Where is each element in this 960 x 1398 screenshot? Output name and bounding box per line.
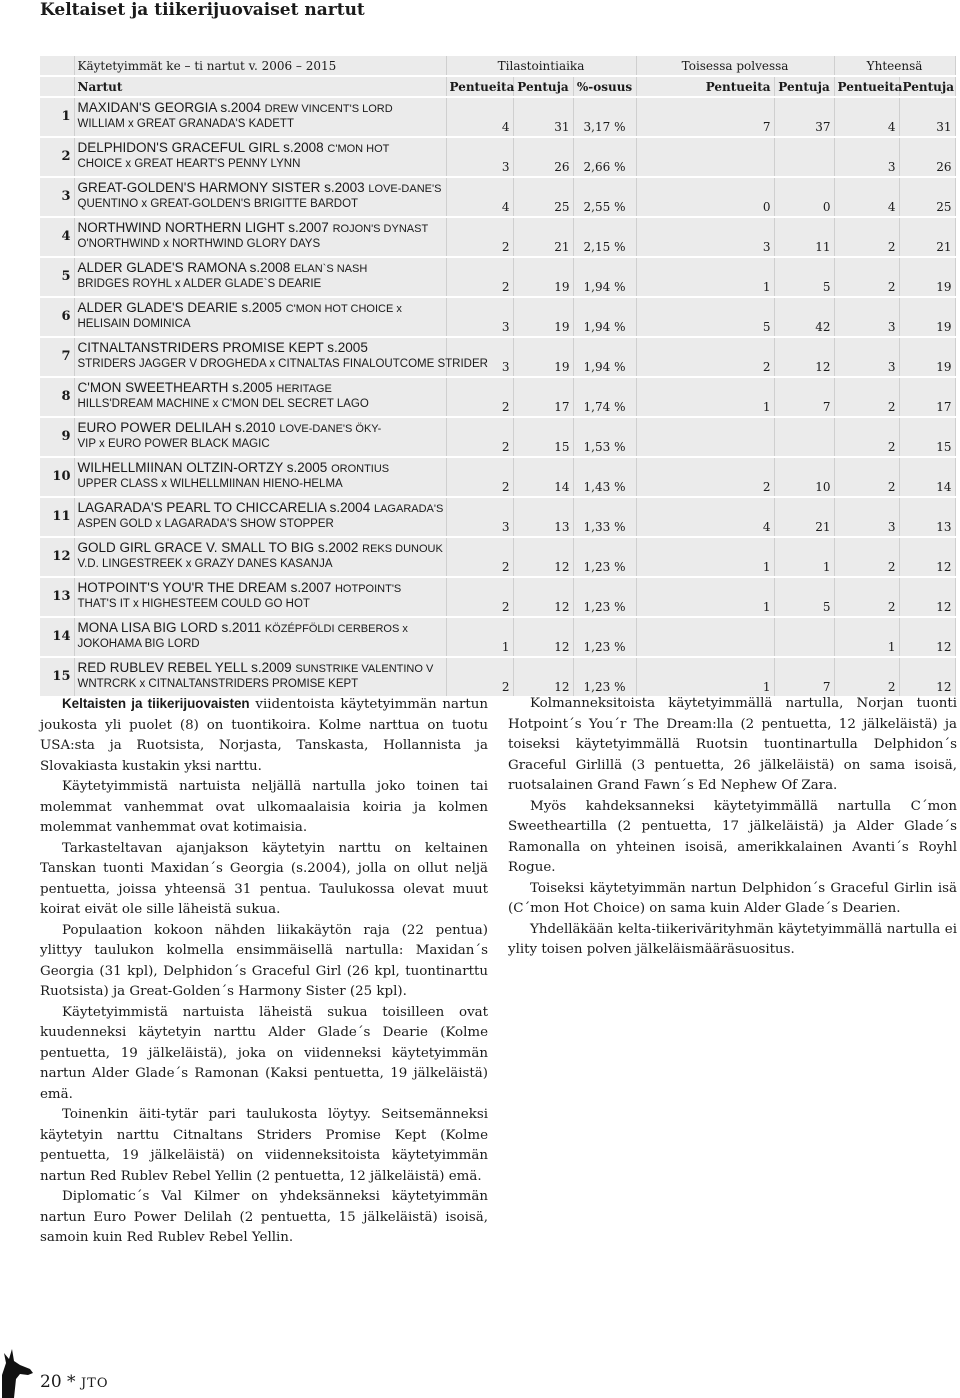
rank-number: 8 xyxy=(40,377,74,417)
litters-total: 2 xyxy=(834,457,899,497)
puppies-second-gen: 0 xyxy=(774,177,834,217)
puppies-total: 15 xyxy=(899,417,955,457)
rank-number: 6 xyxy=(40,297,74,337)
dog-cell xyxy=(74,577,446,617)
dog-cell xyxy=(74,457,446,497)
dog-name-line xyxy=(78,580,443,597)
puppies-total: 13 xyxy=(899,497,955,537)
table-header-row-1 xyxy=(40,56,955,76)
litters-total: 2 xyxy=(834,657,899,697)
puppies-total: 19 xyxy=(899,257,955,297)
header-toisessa-polvessa: Toisessa polvessa xyxy=(636,56,834,76)
table-row xyxy=(40,137,955,177)
rank-number: 2 xyxy=(40,137,74,177)
litters: 4 xyxy=(446,97,513,137)
paragraph: Kolmanneksitoista käytetyimmällä nartulla, Norjan tuonti Hotpoint´s You´r The Dream:lla (2 pentuetta, 12 jälkeläistä) ja toiseksi käytetyimmällä Ruotsin tuontinartulla Delphidon´s Graceful Girlillä (3 pentuetta, 26 jälkeläistä) on sama isoisä, ruotsalainen Grand Fawn´s Ed Nephew Of Zara. xyxy=(508,696,957,793)
litters: 3 xyxy=(446,297,513,337)
puppies-total: 31 xyxy=(899,97,955,137)
percentage: 1,23 % xyxy=(573,577,636,617)
dog-parents: THAT'S IT x HIGHESTEEM COULD GO HOT xyxy=(77,597,310,610)
table-row xyxy=(40,297,955,337)
header-yhteensa: Yhteensä xyxy=(834,56,955,76)
table-row xyxy=(40,657,955,697)
litters: 2 xyxy=(446,577,513,617)
dog-sire: HOTPOINT'S xyxy=(334,583,402,595)
dog-sire: LAGARADA'S xyxy=(373,503,444,515)
puppies: 26 xyxy=(513,137,573,177)
litters-second-gen xyxy=(636,417,774,457)
litters-total: 2 xyxy=(834,257,899,297)
dog-name-line xyxy=(78,220,443,237)
puppies: 15 xyxy=(513,417,573,457)
puppies: 21 xyxy=(513,217,573,257)
dog-sire: ROJON'S DYNAST xyxy=(332,223,429,235)
column-header-pentueita: Pentueita xyxy=(446,76,513,97)
dog-name: DELPHIDON'S GRACEFUL GIRL s.2008 xyxy=(77,140,324,155)
puppies-total: 14 xyxy=(899,457,955,497)
litters-second-gen: 1 xyxy=(636,377,774,417)
percentage: 1,94 % xyxy=(573,257,636,297)
dog-cell xyxy=(74,177,446,217)
column-header-pentueita-total: Pentueita xyxy=(834,76,899,97)
table-row xyxy=(40,257,955,297)
dog-sire: ELAN`S NASH xyxy=(293,263,368,275)
litters-second-gen: 1 xyxy=(636,657,774,697)
paragraph: Toinenkin äiti-tytär pari taulukosta löytyy. Seitsemänneksi käytetyin narttu Citnaltans Striders Promise Kept (Kolme pentuetta, 19 jälkeläistä) on viidenneksitoista käytetyimmän nartun Red Rublev Rebel Yellin (2 pentuetta, 12 jälkeläistä) emä. xyxy=(40,1107,488,1184)
dog-name: C'MON SWEETHEARTH s.2005 xyxy=(77,380,273,395)
paragraph: Keltaisten ja tiikerijuovaisten viidentoista käytetyimmän nartun joukosta yli puolet (8) on tuontikoira. Kolme narttua on tuotu USA:sta ja Ruotsista, Norjasta, Tanskasta, Hollannista ja Slovakiasta kustakin yksi narttu. xyxy=(40,696,488,774)
puppies-second-gen: 7 xyxy=(774,377,834,417)
dog-cell xyxy=(74,417,446,457)
dog-name: WILHELLMIINAN OLTZIN-ORTZY s.2005 xyxy=(77,460,328,475)
dog-name-line xyxy=(78,500,443,517)
percentage: 1,94 % xyxy=(573,297,636,337)
paragraph: Toiseksi käytetyimmän nartun Delphidon´s Graceful Girlin isä (C´mon Hot Choice) on sama kuin Alder Glade´s Dearien. xyxy=(508,880,957,916)
litters: 3 xyxy=(446,337,513,377)
dog-parents: UPPER CLASS x WILHELLMIINAN HIENO-HELMA xyxy=(77,477,343,490)
puppies-second-gen: 37 xyxy=(774,97,834,137)
paragraph: Käytetyimmistä nartuista läheistä sukua toisilleen ovat kuudenneksi käytetyin narttu Alder Glade´s Dearie (Kolme pentuetta, 19 jälkeläistä), joka on viidenneksi käytetyimmän nartun Alder Glade´s Ramonan (Kaksi pentuetta, 19 jälkeläistä) emä. xyxy=(40,1004,488,1102)
dog-parents: HILLS'DREAM MACHINE x C'MON DEL SECRET LAGO xyxy=(77,397,369,410)
litters-total: 2 xyxy=(834,217,899,257)
litters-total: 4 xyxy=(834,97,899,137)
puppies-second-gen: 7 xyxy=(774,657,834,697)
puppies: 17 xyxy=(513,377,573,417)
puppies-second-gen: 21 xyxy=(774,497,834,537)
puppies-total: 12 xyxy=(899,577,955,617)
column-header-pentueita-2: Pentueita xyxy=(636,76,774,97)
dog-name: LAGARADA'S PEARL TO CHICCARELIA s.2004 xyxy=(77,500,371,515)
puppies-total: 21 xyxy=(899,217,955,257)
dog-name-line xyxy=(78,620,443,637)
puppies: 25 xyxy=(513,177,573,217)
table-row xyxy=(40,97,955,137)
litters: 2 xyxy=(446,217,513,257)
percentage: 1,53 % xyxy=(573,417,636,457)
dog-parents: VIP x EURO POWER BLACK MAGIC xyxy=(77,437,270,450)
dog-cell xyxy=(74,377,446,417)
puppies-second-gen: 5 xyxy=(774,577,834,617)
puppies-total: 25 xyxy=(899,177,955,217)
dog-name: ALDER GLADE'S RAMONA s.2008 xyxy=(77,260,291,275)
table-row xyxy=(40,497,955,537)
dog-name: MAXIDAN'S GEORGIA s.2004 xyxy=(77,100,261,115)
paragraph: Myös kahdeksanneksi käytetyimmällä nartulla C´mon Sweetheartilla (2 pentuetta, 17 jälkeläistä) ja Alder Glade´s Ramonalla on yhteinen isoisä, amerikkalainen Avanti´s Royhl Rogue. xyxy=(508,798,957,875)
puppies-second-gen: 42 xyxy=(774,297,834,337)
percentage: 2,55 % xyxy=(573,177,636,217)
rank-number: 14 xyxy=(40,617,74,657)
puppies: 12 xyxy=(513,617,573,657)
dog-cell xyxy=(74,337,488,377)
dog-name-line xyxy=(78,380,443,397)
dog-parents: BRIDGES ROYHL x ALDER GLADE`S DEARIE xyxy=(77,277,322,290)
litters-total: 2 xyxy=(834,417,899,457)
dog-name-line xyxy=(78,340,443,357)
lead-bold: Keltaisten ja tiikerijuovaisten xyxy=(62,696,250,711)
puppies-second-gen: 1 xyxy=(774,537,834,577)
puppies-second-gen: 5 xyxy=(774,257,834,297)
litters: 2 xyxy=(446,657,513,697)
dog-parents: STRIDERS JAGGER V DROGHEDA x CITNALTAS FINALOUTCOME STRIDER xyxy=(77,357,488,370)
litters-total: 2 xyxy=(834,377,899,417)
dog-name-line xyxy=(78,660,443,677)
litters-second-gen: 7 xyxy=(636,97,774,137)
litters-total: 4 xyxy=(834,177,899,217)
column-header-pentuja: Pentuja xyxy=(513,76,573,97)
litters-second-gen: 4 xyxy=(636,497,774,537)
litters-second-gen: 2 xyxy=(636,337,774,377)
puppies-second-gen xyxy=(774,137,834,177)
page-title: Keltaiset ja tiikerijuovaiset nartut xyxy=(40,0,365,20)
puppies-total: 12 xyxy=(899,657,955,697)
table-row xyxy=(40,457,955,497)
paragraph: Tarkasteltavan ajanjakson käytetyin narttu on keltainen Tanskan tuonti Maxidan´s Georgia (s.2004), jolla on ollut neljä pentuetta, joissa yhteensä 31 pentua. Taulukossa olevat muut koirat eivät ole sille läheistä sukua. xyxy=(40,840,488,917)
litters: 4 xyxy=(446,177,513,217)
dog-name-line xyxy=(78,460,443,477)
puppies-total: 19 xyxy=(899,337,955,377)
table-row xyxy=(40,337,955,377)
dog-name-line xyxy=(78,540,443,557)
rank-number: 1 xyxy=(40,97,74,137)
rank-number: 11 xyxy=(40,497,74,537)
dog-name: GOLD GIRL GRACE V. SMALL TO BIG s.2002 xyxy=(77,540,359,555)
dog-sire: HERITAGE xyxy=(276,383,332,395)
dog-name-line xyxy=(78,180,443,197)
puppies: 13 xyxy=(513,497,573,537)
dog-name-line xyxy=(78,260,443,277)
litters-second-gen: 0 xyxy=(636,177,774,217)
percentage: 1,43 % xyxy=(573,457,636,497)
percentage: 3,17 % xyxy=(573,97,636,137)
litters: 1 xyxy=(446,617,513,657)
litters-second-gen: 1 xyxy=(636,577,774,617)
table-row xyxy=(40,177,955,217)
dog-cell xyxy=(74,217,446,257)
litters-total: 3 xyxy=(834,337,899,377)
article-right-column xyxy=(508,694,957,961)
dog-name-line xyxy=(78,300,443,317)
percentage: 2,66 % xyxy=(573,137,636,177)
page-number: 20 xyxy=(40,1372,62,1392)
paragraph: Yhdelläkään kelta-tiikerivärityhmän käytetyimmällä nartulla ei ylity toisen polven jälkeläismääräsuositus. xyxy=(508,921,957,957)
puppies-second-gen: 11 xyxy=(774,217,834,257)
litters-total: 2 xyxy=(834,577,899,617)
puppies: 14 xyxy=(513,457,573,497)
dog-sire: C'MON HOT xyxy=(327,143,390,155)
rank-number: 3 xyxy=(40,177,74,217)
litters: 2 xyxy=(446,457,513,497)
paragraph: Diplomatic´s Val Kilmer on yhdeksänneksi käytetyimmän nartun Euro Power Delilah (2 pentuetta, 15 jälkeläistä) isoisä, samoin kuin Red Rublev Rebel Yellin. xyxy=(40,1189,488,1245)
column-header-nartut: Nartut xyxy=(74,76,446,97)
dog-parents: QUENTINO x GREAT-GOLDEN'S BRIGITTE BARDOT xyxy=(77,197,359,210)
column-header-pentuja-2: Pentuja xyxy=(774,76,834,97)
rank-number: 7 xyxy=(40,337,74,377)
dog-name-line xyxy=(78,420,443,437)
dog-cell xyxy=(74,537,446,577)
page-footer xyxy=(40,1372,109,1392)
rank-number: 12 xyxy=(40,537,74,577)
litters-second-gen xyxy=(636,617,774,657)
dog-name: MONA LISA BIG LORD s.2011 xyxy=(77,620,262,635)
footer-separator: * xyxy=(67,1372,76,1392)
litters: 2 xyxy=(446,257,513,297)
litters-second-gen: 1 xyxy=(636,537,774,577)
puppies: 19 xyxy=(513,297,573,337)
dog-name-line xyxy=(78,140,443,157)
puppies-second-gen: 12 xyxy=(774,337,834,377)
percentage: 2,15 % xyxy=(573,217,636,257)
dog-name: GREAT-GOLDEN'S HARMONY SISTER s.2003 xyxy=(77,180,365,195)
litters: 3 xyxy=(446,137,513,177)
dog-name: NORTHWIND NORTHERN LIGHT s.2007 xyxy=(77,220,329,235)
article-left-column xyxy=(40,694,488,1249)
table-row xyxy=(40,377,955,417)
dog-name: HOTPOINT'S YOU'R THE DREAM s.2007 xyxy=(77,580,332,595)
rank-number: 13 xyxy=(40,577,74,617)
puppies-second-gen: 10 xyxy=(774,457,834,497)
table-row xyxy=(40,577,955,617)
puppies: 12 xyxy=(513,537,573,577)
puppies-second-gen xyxy=(774,617,834,657)
dog-name: RED RUBLEV REBEL YELL s.2009 xyxy=(77,660,292,675)
paragraph: Käytetyimmistä nartuista neljällä nartulla joko toinen tai molemmat vanhemmat ovat ulkomaalaisia koiria ja kolmen molemmat vanhemmat ovat kotimaisia. xyxy=(40,779,488,835)
rank-number: 15 xyxy=(40,657,74,697)
dog-sire: C'MON HOT CHOICE x xyxy=(285,303,402,315)
percentage: 1,94 % xyxy=(573,337,636,377)
dog-sire: SUNSTRIKE VALENTINO V xyxy=(295,663,434,675)
puppies-second-gen xyxy=(774,417,834,457)
litters-total: 3 xyxy=(834,137,899,177)
litters-second-gen: 1 xyxy=(636,257,774,297)
column-header-pentuja-total: Pentuja xyxy=(899,76,955,97)
dog-sire: KÖZÉPFÖLDI CERBEROS x xyxy=(264,623,408,635)
dog-parents: V.D. LINGESTREEK x GRAZY DANES KASANJA xyxy=(77,557,333,570)
puppies: 19 xyxy=(513,337,573,377)
header-tilastointiaika: Tilastointiaika xyxy=(446,56,636,76)
dog-sire: LOVE-DANE'S ÖKY- xyxy=(279,423,382,435)
litters-second-gen: 5 xyxy=(636,297,774,337)
dog-cell xyxy=(74,497,446,537)
puppies-total: 12 xyxy=(899,537,955,577)
dog-cell xyxy=(74,257,446,297)
table-row xyxy=(40,617,955,657)
magazine-name: JTO xyxy=(80,1376,109,1391)
puppies: 31 xyxy=(513,97,573,137)
litters-total: 2 xyxy=(834,537,899,577)
litters-total: 3 xyxy=(834,497,899,537)
rank-number: 4 xyxy=(40,217,74,257)
puppies-total: 12 xyxy=(899,617,955,657)
litters-second-gen: 3 xyxy=(636,217,774,257)
dog-parents: WNTRCRK x CITNALTANSTRIDERS PROMISE KEPT xyxy=(77,677,359,690)
dog-name: EURO POWER DELILAH s.2010 xyxy=(77,420,276,435)
dog-cell xyxy=(74,297,446,337)
paragraph: Populaation kokoon nähden liikakäytön raja (22 pentua) ylittyy taulukon kolmella ensimmäisellä nartulla: Maxidan´s Georgia (31 kpl), Delphidon´s Graceful Girl (26 kpl, tuontinarttu Ruotsista) ja Great-Golden´s Harmony Sister (25 kpl). xyxy=(40,922,488,999)
puppies: 12 xyxy=(513,577,573,617)
dog-sire: REKS DUNOUK xyxy=(362,543,443,555)
litters-total: 1 xyxy=(834,617,899,657)
dog-parents: ASPEN GOLD x LAGARADA'S SHOW STOPPER xyxy=(77,517,334,530)
puppies-total: 17 xyxy=(899,377,955,417)
percentage: 1,33 % xyxy=(573,497,636,537)
dog-name: ALDER GLADE'S DEARIE s.2005 xyxy=(77,300,282,315)
most-used-females-table xyxy=(40,56,956,698)
percentage: 1,23 % xyxy=(573,657,636,697)
dog-cell xyxy=(74,137,446,177)
dog-cell xyxy=(74,617,446,657)
column-header-osuus: %-osuus xyxy=(573,76,636,97)
percentage: 1,23 % xyxy=(573,617,636,657)
dog-parents: CHOICE x GREAT HEART'S PENNY LYNN xyxy=(77,157,301,170)
dog-parents: JOKOHAMA BIG LORD xyxy=(77,637,200,650)
percentage: 1,74 % xyxy=(573,377,636,417)
litters-second-gen: 2 xyxy=(636,457,774,497)
dog-name-line xyxy=(78,100,443,117)
dog-sire: DREW VINCENT'S LORD xyxy=(264,103,393,115)
percentage: 1,23 % xyxy=(573,537,636,577)
great-dane-logo-icon xyxy=(0,1345,36,1398)
dog-parents: WILLIAM x GREAT GRANADA'S KADETT xyxy=(77,117,294,130)
litters: 2 xyxy=(446,417,513,457)
rank-number: 10 xyxy=(40,457,74,497)
litters: 2 xyxy=(446,537,513,577)
puppies-total: 26 xyxy=(899,137,955,177)
dog-parents: O'NORTHWIND x NORTHWIND GLORY DAYS xyxy=(77,237,321,250)
litters: 3 xyxy=(446,497,513,537)
table-row xyxy=(40,537,955,577)
dog-cell xyxy=(74,97,446,137)
litters: 2 xyxy=(446,377,513,417)
dog-sire: ORONTIUS xyxy=(331,463,390,475)
dog-sire: LOVE-DANE'S xyxy=(368,183,442,195)
dog-parents: HELISAIN DOMINICA xyxy=(77,317,191,330)
puppies: 12 xyxy=(513,657,573,697)
rank-number: 9 xyxy=(40,417,74,457)
dog-name: CITNALTANSTRIDERS PROMISE KEPT s.2005 xyxy=(77,340,368,355)
rank-number: 5 xyxy=(40,257,74,297)
table-row xyxy=(40,217,955,257)
table-header-row-2 xyxy=(40,76,955,97)
litters-second-gen xyxy=(636,137,774,177)
puppies-total: 19 xyxy=(899,297,955,337)
puppies: 19 xyxy=(513,257,573,297)
table-caption: Käytetyimmät ke – ti nartut v. 2006 – 2015 xyxy=(74,56,446,76)
litters-total: 3 xyxy=(834,297,899,337)
table-row xyxy=(40,417,955,457)
dog-cell xyxy=(74,657,446,697)
